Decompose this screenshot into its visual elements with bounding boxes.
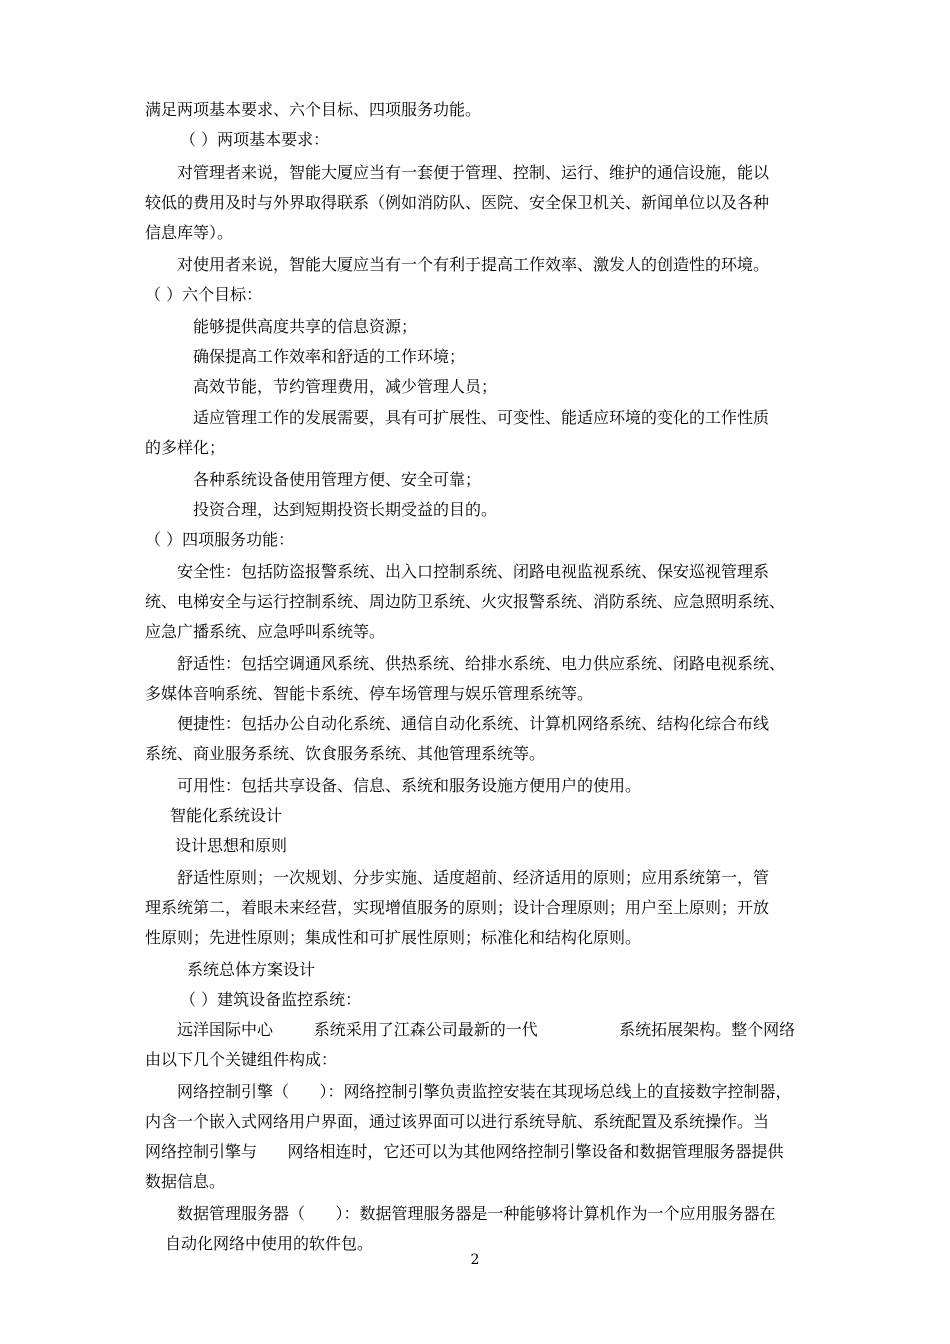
text-line: 能够提供高度共享的信息资源； [193,317,418,336]
text-line: 较低的费用及时与外界取得联系（例如消防队、医院、安全保卫机关、新闻单位以及各种 [145,193,770,212]
text-line: 系统、商业服务系统、饮食服务系统、其他管理系统等。 [145,744,546,763]
text-line: 舒适性：包括空调通风系统、供热系统、给排水系统、电力供应系统、闭路电视系统、 [177,654,786,673]
text-line: 性原则；先进性原则；集成性和可扩展性原则；标准化和结构化原则。 [145,928,642,947]
section-heading: 智能化系统设计 [170,806,283,825]
text-line: 舒适性原则；一次规划、分步实施、适度超前、经济适用的原则；应用系统第一，管 [177,868,770,887]
text-line: 数据信息。 [145,1172,226,1191]
text-line: 确保提高工作效率和舒适的工作环境； [193,347,466,366]
text-line: （ ）建筑设备监控系统： [180,990,362,1009]
text-line: 便捷性：包括办公自动化系统、通信自动化系统、计算机网络系统、结构化综合布线 [177,714,770,733]
text-line: 自动化网络中使用的软件包。 [165,1234,374,1253]
text-line: 网络控制引擎与 网络相连时，它还可以为其他网络控制引擎设备和数据管理服务器提供 [145,1142,784,1161]
text-line: 的多样化； [145,438,226,457]
text-line: 多媒体音响系统、智能卡系统、停车场管理与娱乐管理系统等。 [145,684,594,703]
section-heading: 系统总体方案设计 [187,960,316,979]
text-line: 适应管理工作的发展需要，具有可扩展性、可变性、能适应环境的变化的工作性质 [193,408,770,427]
text-line: 信息库等）。 [145,223,234,242]
text-line: 远洋国际中心 系统采用了江森公司最新的一代 系统拓展架构。整个网络 [177,1020,796,1039]
page-number: 2 [470,1252,480,1268]
text-line: 统、电梯安全与运行控制系统、周边防卫系统、火灾报警系统、消防系统、应急照明系统、 [145,592,786,611]
text-line: 应急广播系统、应急呼叫系统等。 [145,622,386,641]
text-line: 对管理者来说，智能大厦应当有一套便于管理、控制、运行、维护的通信设施，能以 [177,163,770,182]
text-line: 理系统第二，着眼未来经营，实现增值服务的原则；设计合理原则；用户至上原则；开放 [145,898,770,917]
text-line: 网络控制引擎（ ）：网络控制引擎负责监控安装在其现场总线上的直接数字控制器， [177,1082,792,1101]
text-line: 可用性：包括共享设备、信息、系统和服务设施方便用户的使用。 [177,776,642,795]
text-line: 满足两项基本要求、六个目标、四项服务功能。 [145,100,482,119]
text-line: 高效节能，节约管理费用，减少管理人员； [193,377,498,396]
text-line: 数据管理服务器（ ）：数据管理服务器是一种能够将计算机作为一个应用服务器在 [177,1204,776,1223]
section-heading: 设计思想和原则 [175,836,288,855]
text-line: （ ）两项基本要求： [180,130,330,149]
text-line: 各种系统设备使用管理方便、安全可靠； [193,470,482,489]
text-line: （ ）四项服务功能： [145,530,295,549]
text-line: 安全性：包括防盗报警系统、出入口控制系统、闭路电视监视系统、保安巡视管理系 [177,562,770,581]
text-line: （ ）六个目标： [145,285,263,304]
text-line: 对使用者来说，智能大厦应当有一个有利于提高工作效率、激发人的创造性的环境。 [177,255,770,274]
text-line: 投资合理，达到短期投资长期受益的目的。 [193,500,498,519]
text-line: 内含一个嵌入式网络用户界面，通过该界面可以进行系统导航、系统配置及系统操作。当 [145,1112,770,1131]
text-line: 由以下几个关键组件构成： [145,1050,338,1069]
